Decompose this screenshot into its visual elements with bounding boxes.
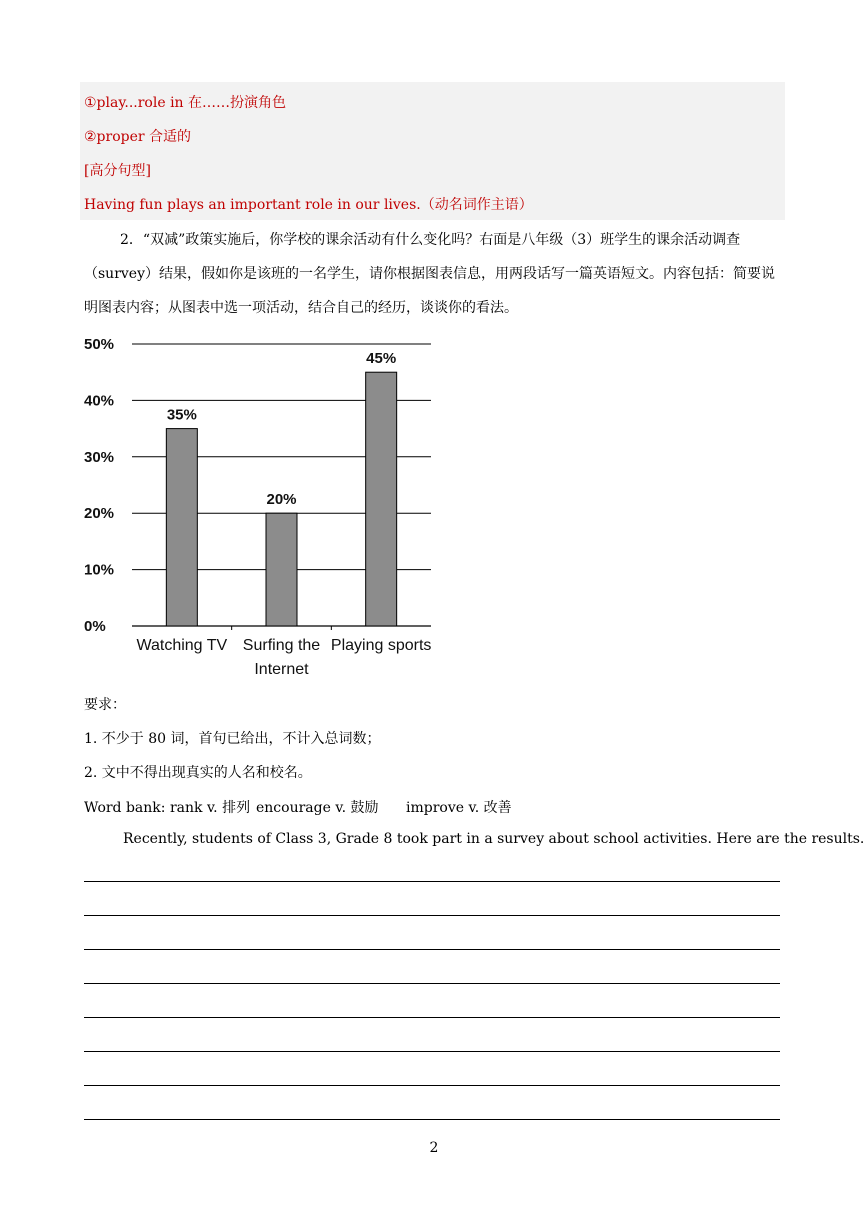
note-item-2: ②proper 合适的: [84, 129, 192, 145]
writing-line[interactable]: [84, 915, 780, 916]
writing-line[interactable]: [84, 983, 780, 984]
bar: [266, 513, 297, 626]
task-number: 2．: [120, 232, 143, 248]
data-label: 45%: [366, 350, 397, 368]
requirement-1: 1. 不少于 80 词，首句已给出，不计入总词数；: [84, 731, 381, 747]
bar: [166, 429, 197, 626]
category-label: Watching TV: [136, 637, 228, 654]
data-label: 20%: [266, 491, 297, 509]
task-text: “双减”政策实施后，你学校的课余活动有什么变化吗？右面是八年级（3）班学生的课余活动调查（survey）结果，假如你是该班的一名学生，请你根据图表信息，用两段话写一篇英语短文。内容包括：简要说明图表内容；从图表中选一项活动，结合自己的经历，谈谈你的看法。: [84, 232, 775, 316]
requirements-title: 要求：: [84, 697, 126, 713]
y-tick-label: 20%: [84, 505, 115, 523]
writing-line[interactable]: [84, 949, 780, 950]
writing-line[interactable]: [84, 1085, 780, 1086]
y-tick-label: 0%: [84, 618, 106, 635]
y-tick-label: 40%: [84, 392, 115, 410]
writing-line[interactable]: [84, 1017, 780, 1018]
task-prompt: [84, 223, 784, 325]
word-bank-3: improve v. 改善: [406, 800, 512, 816]
y-tick-label: 50%: [84, 336, 115, 353]
data-label: 35%: [166, 406, 197, 424]
word-bank-2: encourage v. 鼓励: [256, 800, 379, 816]
bar: [366, 372, 397, 626]
first-sentence: Recently, students of Class 3, Grade 8 took part in a survey about school activities. Here are the results.: [123, 831, 865, 847]
note-header: [高分句型]: [84, 163, 151, 179]
category-label: Playing sports: [330, 637, 432, 654]
category-label: Internet: [254, 661, 309, 678]
bar-chart: [84, 330, 444, 685]
note-sentence: Having fun plays an important role in our lives.（动名词作主语）: [84, 197, 533, 213]
note-item-1: ①play...role in 在……扮演角色: [84, 95, 287, 111]
category-label: Surfing the: [242, 637, 321, 654]
y-tick-label: 30%: [84, 448, 115, 466]
page-number: 2: [429, 1140, 439, 1156]
writing-line[interactable]: [84, 1051, 780, 1052]
word-bank-1: Word bank: rank v. 排列: [84, 800, 251, 816]
y-tick-label: 10%: [84, 561, 115, 579]
writing-line[interactable]: [84, 1119, 780, 1120]
requirement-2: 2. 文中不得出现真实的人名和校名。: [84, 765, 312, 781]
writing-line[interactable]: [84, 881, 780, 882]
